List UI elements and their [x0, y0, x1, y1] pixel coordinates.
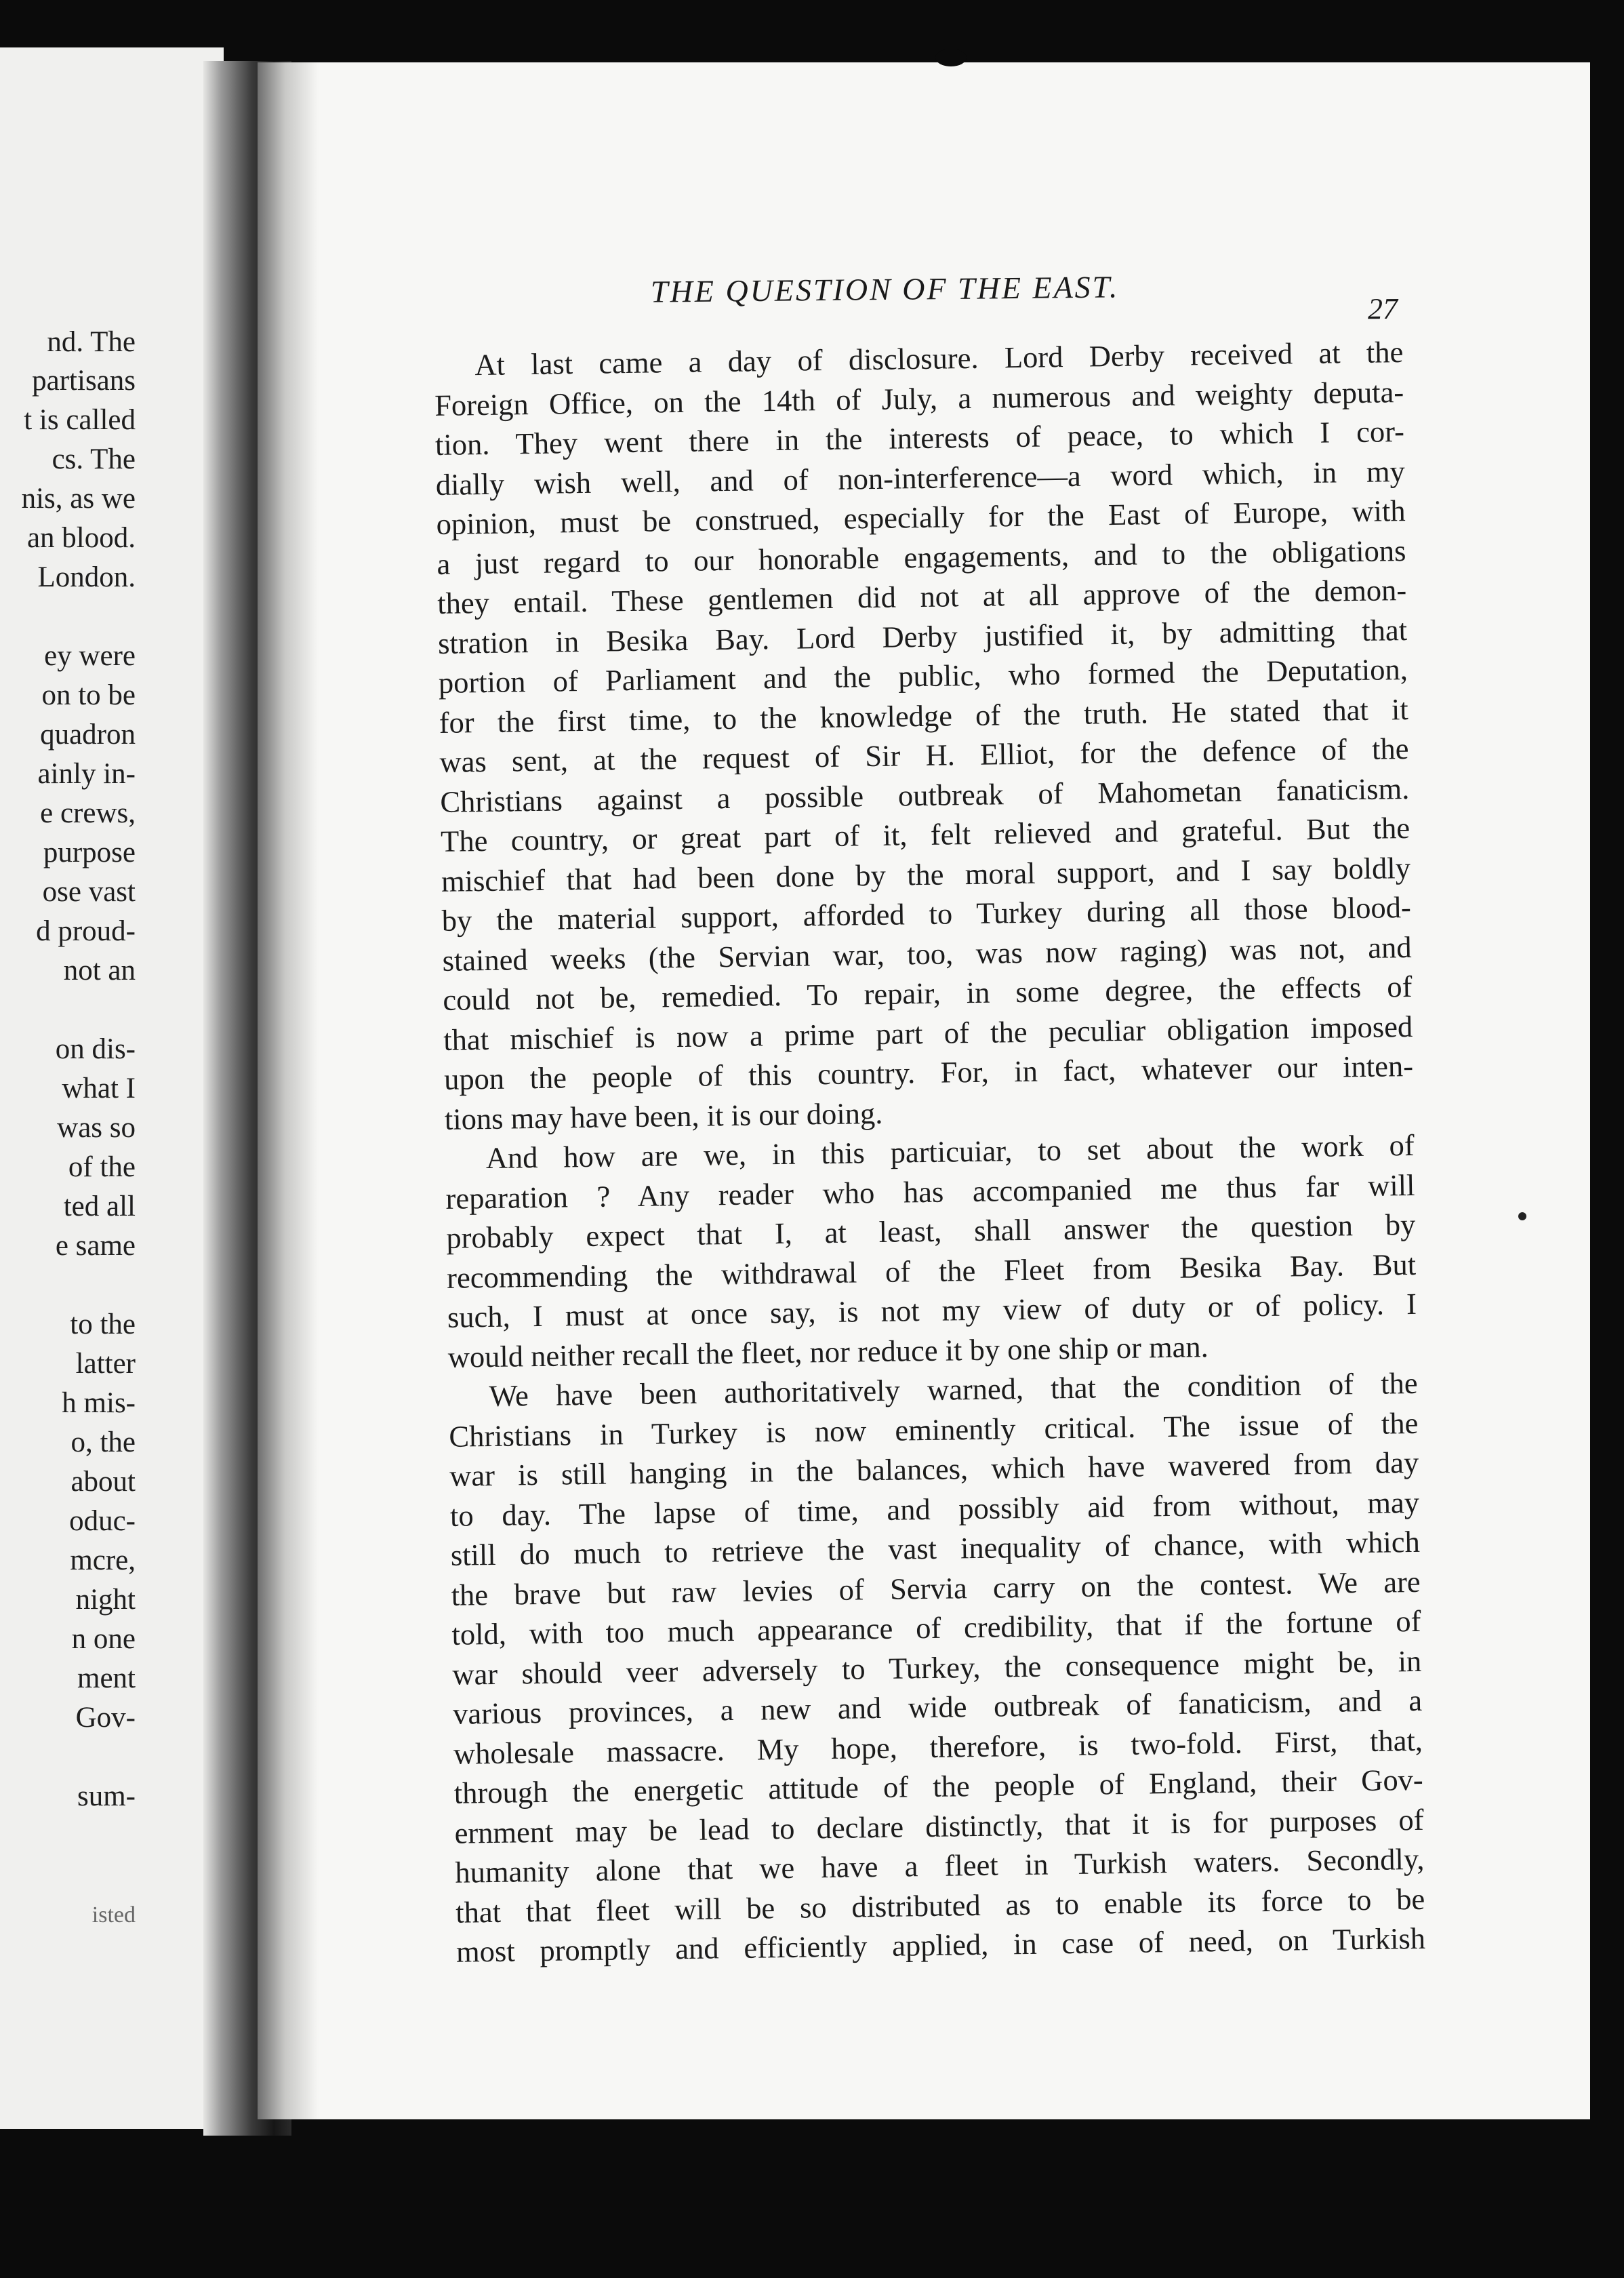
previous-page-line: night — [75, 1584, 136, 1616]
previous-page-line: ey were — [44, 640, 136, 672]
previous-page-line: was so — [57, 1112, 136, 1144]
text-line: mischief that had been done by the moral support, and I say boldly — [441, 850, 1411, 898]
text-line: still do much to retrieve the vast inequality of chance, with which — [450, 1524, 1421, 1572]
previous-page-line: sum- — [77, 1780, 136, 1812]
text-line: the brave but raw levies of Servia carry on the contest. We are — [451, 1564, 1421, 1612]
text-line: that that fleet will be so distributed as to enable its force to be — [455, 1881, 1425, 1930]
text-line: reparation ? Any reader who has accompanied me thus far will — [445, 1167, 1415, 1216]
previous-page-line: Gov- — [75, 1702, 136, 1734]
page-number: 27 — [1367, 292, 1398, 326]
previous-page-line: an blood. — [26, 522, 136, 554]
running-head: THE QUESTION OF THE EAST. — [650, 269, 1120, 309]
previous-page-line: isted — [92, 1902, 136, 1927]
text-line: probably expect that I, at least, shall answer the question by — [446, 1207, 1416, 1255]
text-line: that mischief is now a prime part of the peculiar obligation imposed — [443, 1009, 1413, 1057]
previous-page-line: cs. The — [52, 443, 136, 475]
previous-page-line: e same — [55, 1230, 136, 1262]
text-line: Foreign Office, on the 14th of July, a numerous and weighty deputa- — [434, 374, 1404, 422]
text-line: opinion, must be construed, especially for the East of Europe, with — [436, 494, 1406, 541]
previous-page-line: oduc- — [69, 1505, 136, 1537]
previous-page-line: d proud- — [36, 915, 136, 947]
previous-page-line: t is called — [24, 404, 136, 436]
previous-page-line: h mis- — [62, 1387, 136, 1419]
text-line: war is still hanging in the balances, which have wavered from day — [449, 1445, 1419, 1493]
text-line: Christians against a possible outbreak of Mahometan fanaticism. — [440, 771, 1410, 819]
text-line: for the first time, to the knowledge of the truth. He stated that it — [439, 692, 1408, 740]
text-line: ernment may be lead to declare distinctly, that it is for purposes of — [454, 1802, 1424, 1850]
text-line: various provinces, a new and wide outbreak of fanaticism, and a — [452, 1683, 1423, 1731]
previous-page-line: ment — [77, 1662, 136, 1694]
previous-page-line: on dis- — [55, 1033, 136, 1065]
previous-page-line: ted all — [63, 1191, 136, 1222]
previous-page-line: o, the — [70, 1426, 136, 1458]
previous-page-line: nis, as we — [21, 483, 136, 515]
previous-page-line: nd. The — [47, 326, 136, 358]
text-line: dially wish well, and of non-interference—a word which, in my — [435, 454, 1406, 502]
previous-page-line: of the — [68, 1151, 136, 1183]
text-line: stained weeks (the Servian war, too, was now raging) was not, and — [442, 930, 1412, 978]
text-line: At last came a day of disclosure. Lord Derby received at the — [474, 335, 1404, 382]
text-line: recommending the withdrawal of the Fleet from Besika Bay. But — [446, 1247, 1417, 1295]
text-line: stration in Besika Bay. Lord Derby justified it, by admitting that — [437, 612, 1408, 660]
dust-speck — [1518, 1212, 1526, 1220]
text-line: they entail. These gentlemen did not at all approve of the demon- — [437, 572, 1407, 620]
text-line: a just regard to our honorable engagements, and to the obligations — [437, 533, 1406, 581]
previous-page-line: about — [70, 1466, 136, 1498]
text-line: through the energetic attitude of the people of England, their Gov- — [453, 1762, 1424, 1810]
previous-page-line: latter — [75, 1348, 136, 1380]
previous-page-line: ose vast — [42, 876, 136, 908]
text-line: upon the people of this country. For, in fact, whatever our inten- — [443, 1048, 1414, 1096]
text-line: wholesale massacre. My hope, therefore, is two-fold. First, that, — [453, 1723, 1423, 1771]
text-line: The country, or great part of it, felt relieved and grateful. But the — [440, 810, 1410, 858]
text-line: to day. The lapse of time, and possibly aid from without, may — [449, 1485, 1420, 1533]
previous-page-line: purpose — [43, 837, 136, 868]
text-line: most promptly and efficiently applied, in case of need, on Turkish — [455, 1921, 1426, 1969]
text-line: by the material support, afforded to Turkey during all those blood- — [441, 890, 1412, 938]
text-line: We have been authoritatively warned, that the condition of the — [489, 1365, 1418, 1414]
text-line: tion. They went there in the interests of peace, to which I cor- — [434, 414, 1405, 462]
dust-speck — [935, 49, 967, 66]
previous-page-line: on to be — [41, 679, 136, 711]
text-line: humanity alone that we have a fleet in Turkish waters. Secondly, — [455, 1841, 1425, 1890]
previous-page-line: not an — [63, 955, 136, 986]
previous-page-line: n one — [71, 1623, 136, 1655]
previous-page-line: mcre, — [70, 1544, 136, 1576]
page-body-text — [434, 332, 1425, 1972]
text-line: portion of Parliament and the public, who formed the Deputation, — [438, 652, 1408, 700]
previous-page-line: e crews, — [40, 797, 136, 829]
previous-page-line: to the — [70, 1308, 136, 1340]
previous-page-line: partisans — [32, 365, 136, 397]
text-line: And how are we, in this particuiar, to set about the work of — [485, 1127, 1415, 1176]
text-line: told, with too much appearance of credibility, that if the fortune of — [451, 1603, 1421, 1652]
previous-page-line: ainly in- — [37, 758, 136, 790]
text-line: could not be, remedied. To repair, in some degree, the effects of — [443, 969, 1413, 1017]
text-line: Christians in Turkey is now eminently critical. The issue of the — [449, 1405, 1419, 1454]
text-line: such, I must at once say, is not my view of duty or of policy. I — [447, 1286, 1417, 1334]
previous-page-line: what I — [62, 1073, 136, 1104]
text-line: would neither recall the fleet, nor reduce it by one ship or man. — [447, 1329, 1209, 1374]
previous-page-line: London. — [37, 561, 136, 593]
text-line: war should veer adversely to Turkey, the consequence might be, in — [452, 1643, 1422, 1692]
previous-page-line: quadron — [40, 719, 136, 751]
text-line: was sent, at the request of Sir H. Elliot, for the defence of the — [439, 731, 1409, 779]
text-line: tions may have been, it is our doing. — [444, 1096, 883, 1136]
